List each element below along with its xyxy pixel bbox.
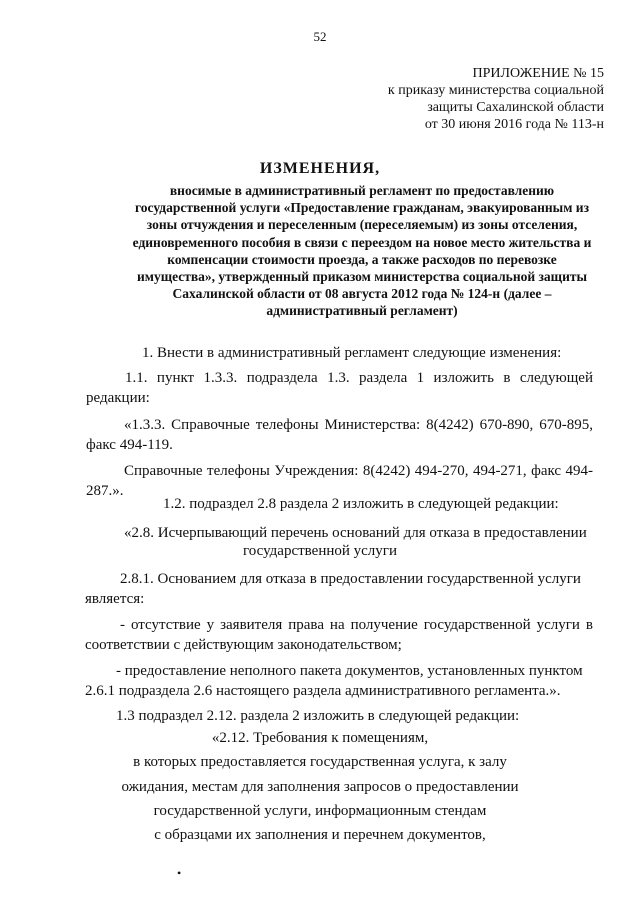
paragraph-line: ожидания, местам для заполнения запросов о предоставлении xyxy=(121,779,519,795)
paragraph-line: 1.3 подраздел 2.12. раздела 2 изложить в следующей редакции: xyxy=(116,708,520,724)
appendix-line-2: к приказу министерства социальной xyxy=(387,83,604,98)
paragraph-line: 287.». xyxy=(86,483,124,499)
paragraph-line: Справочные телефоны Учреждения: 8(4242) 494-270, 494-271, факс 494- xyxy=(124,463,593,479)
paragraph-line: - отсутствие у заявителя права на получение государственной услуги в xyxy=(120,617,593,633)
paragraph-line: «1.3.3. Справочные телефоны Министерства: 8(4242) 670-890, 670-895, xyxy=(124,417,593,433)
appendix-line-4: от 30 июня 2016 года № 113-н xyxy=(424,117,604,132)
document-title: ИЗМЕНЕНИЯ, xyxy=(259,160,381,177)
paragraph-line: факс 494-119. xyxy=(86,437,173,453)
appendix-header xyxy=(388,65,604,133)
document-subtitle: вносимые в административный регламент по предоставлению государственной услуги «Предоставление гражданам, эвакуированным из зоны отчуждения и переселенным (переселяемым) из зоны отселения, единовременного пособия в связи с переездом на новое место жительства и компенсации стоимости проезда, а также расходов по перевозке имущества», утвержденный приказом министерства социальной защиты Сахалинской области от 08 августа 2012 года № 124-н (далее – административный регламент) xyxy=(132,183,592,319)
paragraph-line: с образцами их заполнения и перечнем документов, xyxy=(154,827,486,843)
paragraph-line: 2.6.1 подраздела 2.6 настоящего раздела административного регламента.». xyxy=(85,683,561,699)
scan-speck: • xyxy=(177,866,182,880)
paragraph-line: «2.12. Требования к помещениям, xyxy=(211,730,429,746)
paragraph-line: является: xyxy=(85,591,145,607)
paragraph-line: государственной услуги xyxy=(243,543,397,559)
paragraph-line: - предоставление неполного пакета документов, установленных пунктом xyxy=(116,663,583,679)
paragraph-line: «2.8. Исчерпывающий перечень оснований для отказа в предоставлении xyxy=(124,525,587,541)
paragraph-line: 1. Внести в административный регламент следующие изменения: xyxy=(142,345,562,361)
page-number: 52 xyxy=(313,29,327,44)
paragraph-line: редакции: xyxy=(86,390,150,406)
paragraph-line: государственной услуги, информационным стендам xyxy=(153,803,487,819)
appendix-line-1: ПРИЛОЖЕНИЕ № 15 xyxy=(472,66,604,81)
appendix-line-3: защиты Сахалинской области xyxy=(427,100,604,115)
paragraph-line: в которых предоставляется государственная услуга, к залу xyxy=(133,754,507,770)
paragraph-line: 2.8.1. Основанием для отказа в предоставлении государственной услуги xyxy=(120,571,581,587)
paragraph-line: 1.2. подраздел 2.8 раздела 2 изложить в следующей редакции: xyxy=(163,496,559,512)
paragraph-line: 1.1. пункт 1.3.3. подраздела 1.3. раздела 1 изложить в следующей xyxy=(125,370,593,386)
paragraph-line: соответствии с действующим законодательством; xyxy=(85,637,402,653)
